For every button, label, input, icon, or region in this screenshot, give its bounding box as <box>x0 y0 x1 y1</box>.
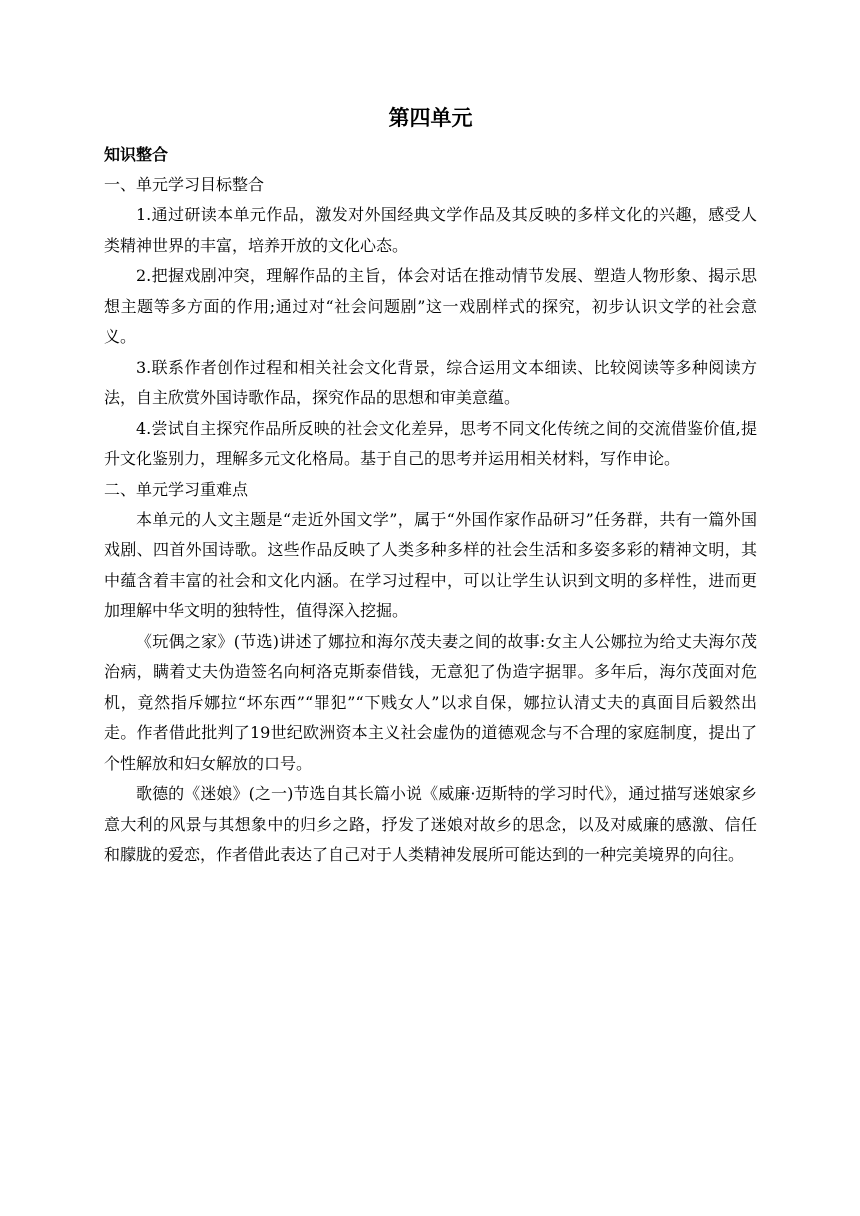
page-title: 第四单元 <box>388 106 473 130</box>
focus-paragraph-2: 《玩偶之家》(节选)讲述了娜拉和海尔茂夫妻之间的故事:女主人公娜拉为给丈夫海尔茂治病，瞒着丈夫伪造签名向柯洛克斯泰借钱，无意犯了伪造字据罪。多年后，海尔茂面对危机，竟然指斥娜拉“坏东西”“罪犯”“下贱女人”以求自保，娜拉认清丈夫的真面目后毅然出走。作者借此批判了19世纪欧洲资本主义社会虚伪的道德观念与不合理的家庭制度，提出了个性解放和妇女解放的口号。 <box>104 631 757 773</box>
page-content <box>104 96 757 871</box>
goal-paragraph-2: 2.把握戏剧冲突，理解作品的主旨，体会对话在推动情节发展、塑造人物形象、揭示思想主题等多方面的作用;通过对“社会问题剧”这一戏剧样式的探究，初步认识文学的社会意义。 <box>104 266 757 346</box>
goal-paragraph-4: 4.尝试自主探究作品所反映的社会文化差异，思考不同文化传统之间的交流借鉴价值,提升文化鉴别力，理解多元文化格局。基于自己的思考并运用相关材料，写作申论。 <box>104 418 757 468</box>
goal-paragraph-1: 1.通过研读本单元作品，激发对外国经典文学作品及其反映的多样文化的兴趣，感受人类精神世界的丰富，培养开放的文化心态。 <box>104 205 757 255</box>
heading-key-points: 二、单元学习重难点 <box>104 479 249 499</box>
goal-paragraph-3: 3.联系作者创作过程和相关社会文化背景，综合运用文本细读、比较阅读等多种阅读方法，自主欣赏外国诗歌作品，探究作品的思想和审美意蕴。 <box>104 357 757 407</box>
focus-paragraph-1: 本单元的人文主题是“走近外国文学”，属于“外国作家作品研习”任务群，共有一篇外国戏剧、四首外国诗歌。这些作品反映了人类多种多样的社会生活和多姿多彩的精神文明，其中蕴含着丰富的社会和文化内涵。在学习过程中，可以让学生认识到文明的多样性，进而更加理解中华文明的独特性，值得深入挖掘。 <box>104 509 757 620</box>
section-title-knowledge: 知识整合 <box>104 145 169 164</box>
heading-learning-goals: 一、单元学习目标整合 <box>104 175 265 194</box>
focus-paragraph-3: 歌德的《迷娘》(之一)节选自其长篇小说《威廉·迈斯特的学习时代》，通过描写迷娘家乡意大利的风景与其想象中的归乡之路，抒发了迷娘对故乡的思念，以及对威廉的感激、信任和朦胧的爱恋，作者借此表达了自己对于人类精神发展所可能达到的一种完美境界的向往。 <box>104 784 757 864</box>
